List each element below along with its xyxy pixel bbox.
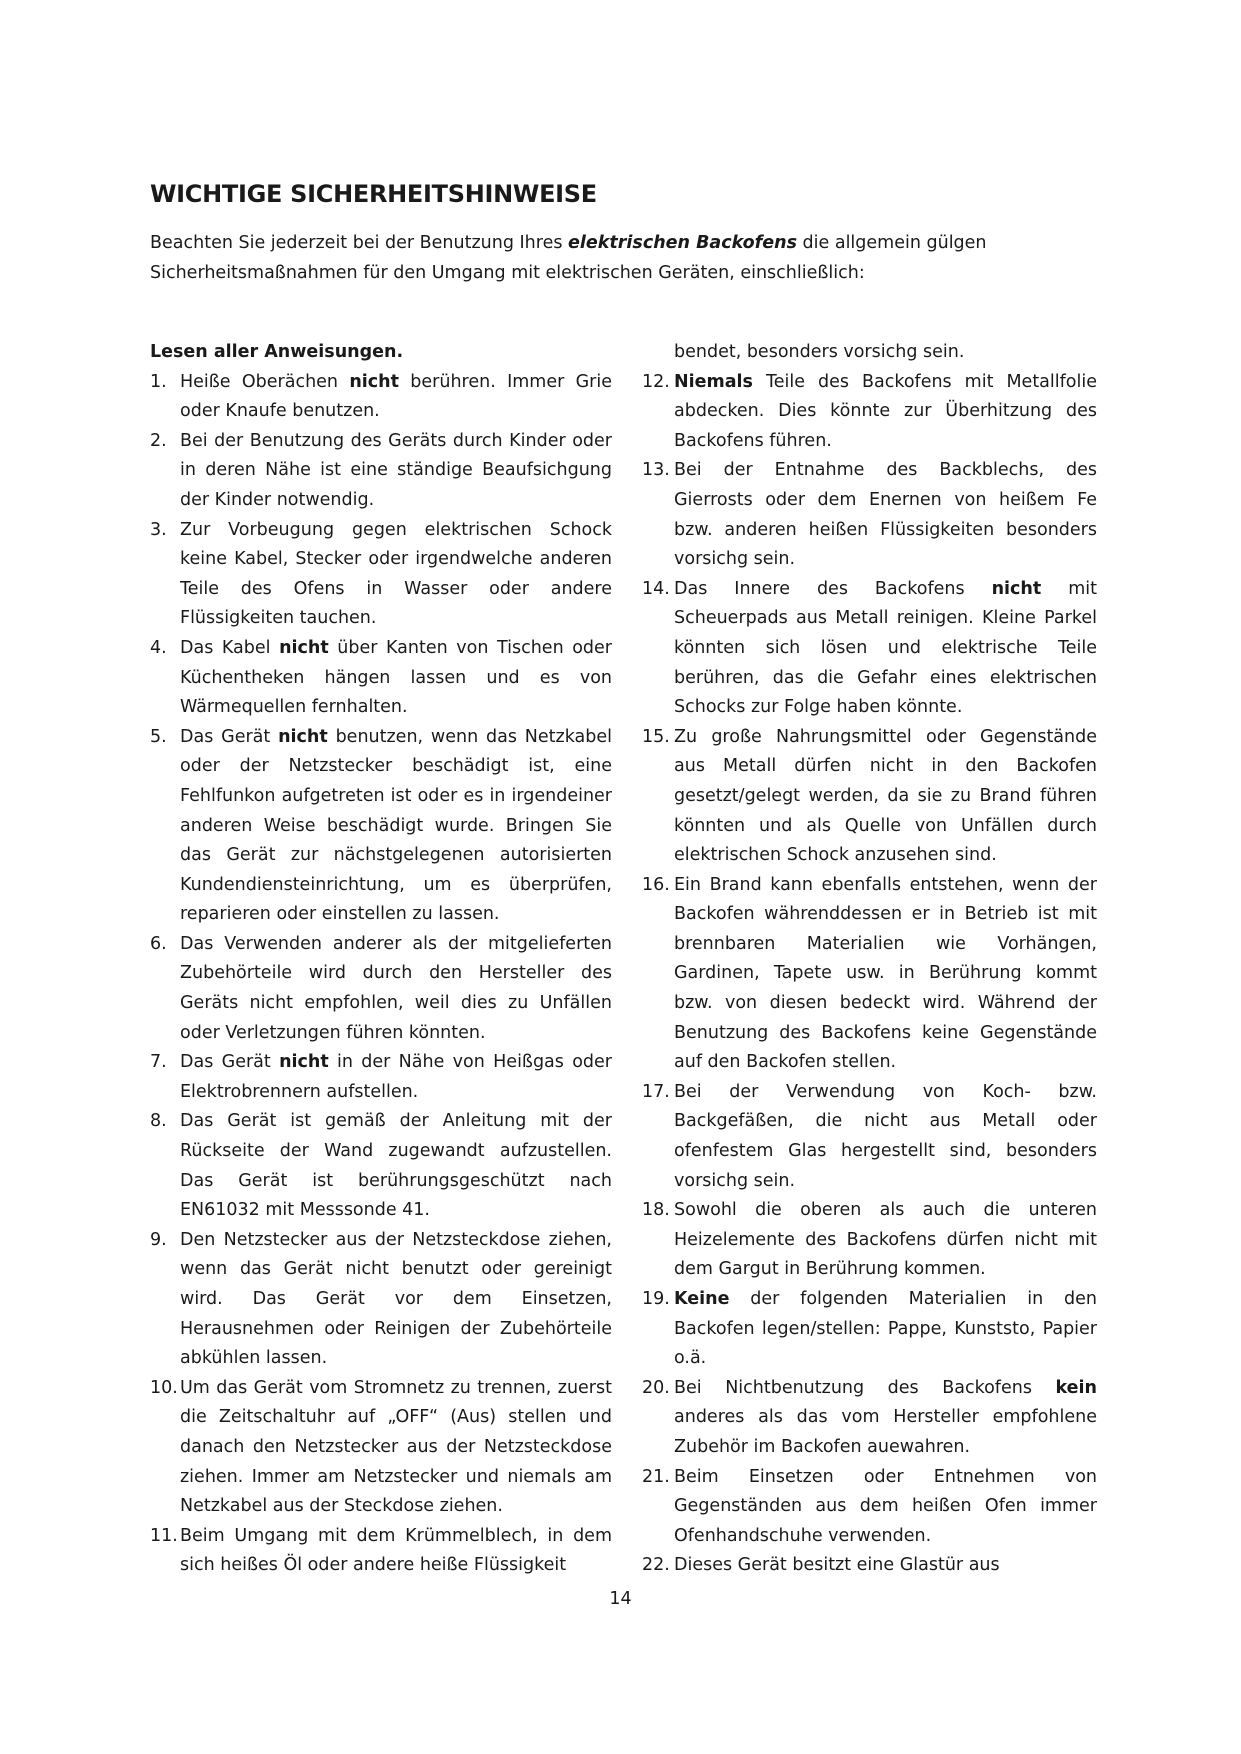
page-number: 14 [609, 1589, 632, 1609]
item-emphasis: kein [1055, 1377, 1097, 1398]
item-text: Das Gerät [180, 726, 279, 747]
item-number: 11. [150, 1525, 178, 1546]
item-number: 17. [642, 1081, 670, 1102]
right-column [642, 338, 1097, 1581]
left-column [150, 338, 612, 1581]
item-text: benutzen, wenn das Netzkabel oder der Netzstecker beschädigt ist, eine Fehlfunkon aufgetreten ist oder es in irgendeiner anderen Weise beschädigt wurde. Bringen Sie das Gerät zur nächstgelegenen autorisierten Kundendiensteinrichtung, um es überprüfen, reparieren oder einstellen zu lassen. [180, 726, 612, 925]
list-item-14 [642, 575, 1097, 723]
list-item-1 [150, 368, 612, 427]
list-item-8 [150, 1107, 612, 1225]
item-text: Das Verwenden anderer als der mitgelieferten Zubehörteile wird durch den Hersteller des Geräts nicht empfohlen, weil dies zu Unfällen oder Verletzungen führen könnten. [180, 933, 612, 1043]
item-text: mit Scheuerpads aus Metall reinigen. Kleine Parkel könnten sich lösen und elektrische Teile berühren, das die Gefahr eines elektrischen Schocks zur Folge haben könnte. [674, 578, 1097, 718]
item-text: Beim Einsetzen oder Entnehmen von Gegenständen aus dem heißen Ofen immer Ofenhandschuhe verwenden. [674, 1466, 1097, 1546]
list-item-22 [642, 1551, 1097, 1581]
item-text: Um das Gerät vom Stromnetz zu trennen, zuerst die Zeitschaltuhr auf „OFF“ (Aus) stellen und danach den Netzstecker aus der Netzsteckdose ziehen. Immer am Netzstecker und niemals am Netzkabel aus der Steckdose ziehen. [180, 1377, 612, 1517]
item-text: Sowohl die oberen als auch die unteren Heizelemente des Backofens dürfen nicht mit dem Gargut in Berührung kommen. [674, 1200, 1097, 1280]
item-text: Das Kabel [180, 637, 280, 658]
item-number: 20. [642, 1377, 670, 1398]
page-title: WICHTIGE SICHERHEITSHINWEISE [150, 180, 597, 208]
item-text: Zur Vorbeugung gegen elektrischen Schock keine Kabel, Stecker oder irgendwelche anderen Teile des Ofens in Wasser oder andere Flüssigkeiten tauchen. [180, 519, 612, 629]
item-number: 1. [150, 371, 167, 392]
item-text: Das Gerät [180, 1052, 280, 1073]
list-item-16 [642, 871, 1097, 1078]
intro-text-2: die allgemein gülgen Sicherheitsmaßnahmen für den Umgang mit elektrischen Geräten, einschließlich: [150, 233, 987, 283]
item-text: Beim Umgang mit dem Krümmelblech, in dem sich heißes Öl oder andere heiße Flüssigkeit [180, 1525, 612, 1576]
list-item-15 [642, 723, 1097, 871]
item-number: 13. [642, 460, 670, 481]
item-text: Das Gerät ist gemäß der Anleitung mit der Rückseite der Wand zugewandt aufzustellen. Das Gerät ist berührungsgeschützt nach EN61032 mit Messsonde 41. [180, 1111, 612, 1221]
list-item-12 [642, 368, 1097, 457]
item-number: 9. [150, 1229, 167, 1250]
intro-text-1: Beachten Sie jederzeit bei der Benutzung Ihres [150, 233, 569, 253]
list-item-5 [150, 723, 612, 930]
item-text: berühren. Immer Grie oder Knaufe benutzen. [180, 371, 613, 422]
item-emphasis: nicht [349, 371, 399, 392]
list-item-9 [150, 1226, 612, 1374]
item-number: 18. [642, 1200, 670, 1221]
list-item-18 [642, 1196, 1097, 1285]
item-text: Bei Nichtbenutzung des Backofens [674, 1377, 1056, 1398]
item-text: Teile des Backofens mit Metallfolie abdecken. Dies könnte zur Überhitzung des Backofens führen. [674, 371, 1097, 451]
item-number: 19. [642, 1289, 670, 1309]
item-text: der folgenden Materialien in den Backofen legen/stellen: Pappe, Kunststo, Papier o.ä. [674, 1289, 1097, 1369]
item-text: Dieses Gerät besitzt eine Glastür aus [674, 1555, 1000, 1576]
item-number: 7. [150, 1052, 167, 1073]
item-text: Bei der Benutzung des Geräts durch Kinder oder in deren Nähe ist eine ständige Beaufsichgung der Kinder notwendig. [180, 430, 612, 510]
item-emphasis: Keine [674, 1289, 730, 1309]
item-emphasis: nicht [991, 578, 1042, 599]
item-text: in der Nähe von Heißgas oder Elektrobrennern aufstellen. [180, 1052, 612, 1102]
item-number: 21. [642, 1466, 670, 1487]
item-emphasis: nicht [278, 726, 328, 747]
list-item-11-continued: bendet, besonders vorsichg sein. [674, 342, 965, 362]
item-number: 2. [150, 430, 167, 451]
item-number: 10. [150, 1377, 178, 1398]
item-number: 14. [642, 578, 670, 599]
list-item-7 [150, 1048, 612, 1107]
item-emphasis: nicht [279, 637, 329, 658]
item-text: Bei der Entnahme des Backblechs, des Gierrosts oder dem Enernen von heißem Fe bzw. anderen heißen Flüssigkeiten besonders vorsichg sein. [674, 460, 1097, 570]
item-number: 22. [642, 1555, 670, 1576]
list-item-6 [150, 930, 612, 1048]
list-item-17 [642, 1078, 1097, 1196]
item-number: 8. [150, 1111, 167, 1132]
list-item-21 [642, 1463, 1097, 1552]
item-number: 12. [642, 371, 670, 392]
item-number: 16. [642, 874, 670, 895]
item-number: 15. [642, 726, 670, 747]
item-text: Das Innere des Backofens [674, 578, 992, 599]
list-item-19 [642, 1285, 1097, 1374]
list-item-13 [642, 456, 1097, 574]
item-text: Zu große Nahrungsmittel oder Gegenstände aus Metall dürfen nicht in den Backofen gesetzt/gelegt werden, da sie zu Brand führen könnten und als Quelle von Unfällen durch elektrischen Schock anzusehen sind. [674, 726, 1097, 866]
item-text: anderes als das vom Hersteller empfohlene Zubehör im Backofen auewahren. [674, 1407, 1097, 1457]
list-item-4 [150, 634, 612, 723]
item-text: Den Netzstecker aus der Netzsteckdose ziehen, wenn das Gerät nicht benutzt oder gereinigt wird. Das Gerät vor dem Einsetzen, Herausnehmen oder Reinigen der Zubehörteile abkühlen lassen. [180, 1229, 612, 1369]
intro-paragraph [150, 228, 990, 288]
item-text: über Kanten von Tischen oder Küchentheken hängen lassen und es von Wärmequellen fernhalten. [180, 637, 612, 718]
item-number: 6. [150, 933, 167, 954]
item-number: 4. [150, 637, 167, 658]
intro-emphasis: elektrischen Backofens [568, 233, 797, 253]
item-text: Ein Brand kann ebenfalls entstehen, wenn der Backofen währenddessen er in Betrieb ist mit brennbaren Materialien wie Vorhängen, Gardinen, Tapete usw. in Berührung kommt bzw. von diesen bedeckt wird. Während der Benutzung des Backofens keine Gegenstände auf den Backofen stellen. [674, 874, 1097, 1073]
item-text: Heiße Oberächen [180, 371, 350, 392]
list-item-3 [150, 516, 612, 634]
item-emphasis: Niemals [674, 371, 753, 392]
read-instructions-heading: Lesen aller Anweisungen. [150, 342, 404, 362]
item-text: Bei der Verwendung von Koch- bzw. Backgefäßen, die nicht aus Metall oder ofenfestem Glas hergestellt sind, besonders vorsichg sein. [674, 1081, 1097, 1191]
item-number: 5. [150, 726, 167, 747]
list-item-11 [150, 1522, 612, 1581]
list-item-20 [642, 1374, 1097, 1463]
item-emphasis: nicht [279, 1052, 329, 1073]
item-number: 3. [150, 519, 167, 540]
list-item-10 [150, 1374, 612, 1522]
list-item-2 [150, 427, 612, 516]
